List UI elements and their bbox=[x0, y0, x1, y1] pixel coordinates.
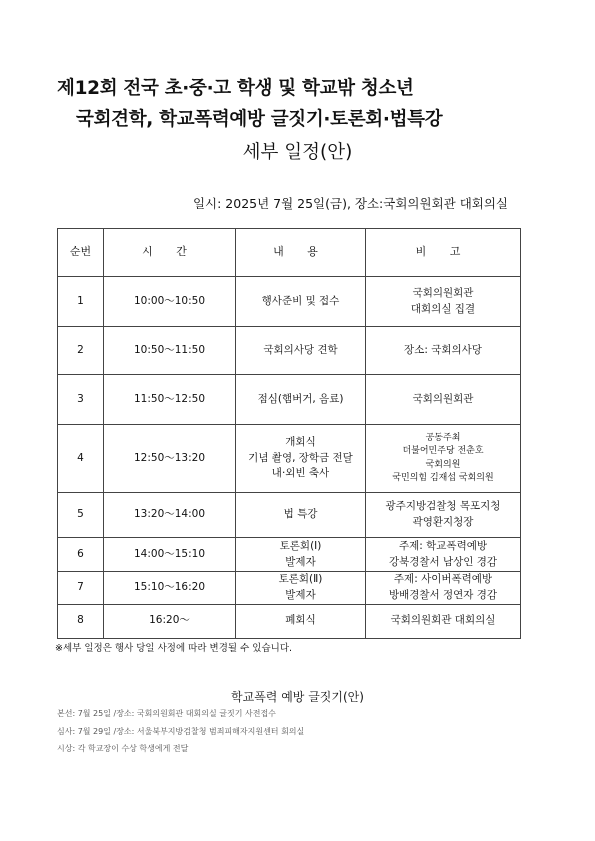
row-number: 7 bbox=[58, 572, 104, 605]
remark-line: 국회의원회관 bbox=[412, 286, 474, 299]
remark-line: 국회의원회관 대회의실 bbox=[390, 614, 496, 627]
remark-line: 국민의힘 김재섭 국회의원 bbox=[392, 473, 494, 483]
remark-line: 주제: 사이버폭력예방 bbox=[393, 573, 493, 585]
row-remarks bbox=[366, 493, 521, 538]
row-number: 2 bbox=[58, 327, 104, 375]
header-remarks: 비 고 bbox=[366, 229, 521, 277]
table-row bbox=[58, 277, 521, 327]
header-time: 시 간 bbox=[104, 229, 236, 277]
remark-line: 장소: 국회의사당 bbox=[404, 343, 482, 356]
table-row bbox=[58, 327, 521, 375]
table-row bbox=[58, 538, 521, 572]
row-number: 8 bbox=[58, 604, 104, 638]
row-content bbox=[236, 277, 366, 327]
table-row bbox=[58, 425, 521, 493]
row-content bbox=[236, 538, 366, 572]
content-line: 기념 촬영, 장학금 전달 bbox=[248, 451, 353, 464]
row-time: 14:00～15:10 bbox=[104, 538, 236, 572]
document-title-line-3: 세부 일정(안) bbox=[242, 142, 353, 163]
remark-line: 방배경찰서 정연자 경감 bbox=[388, 588, 498, 601]
row-time: 10:50～11:50 bbox=[104, 327, 236, 375]
document-title-line-1: 제12회 전국 초·중·고 학생 및 학교밖 청소년 bbox=[57, 78, 414, 99]
table-row bbox=[58, 572, 521, 605]
row-remarks bbox=[366, 572, 521, 605]
row-number: 5 bbox=[58, 493, 104, 538]
header-number: 순번 bbox=[58, 229, 104, 277]
content-line: 내·외빈 축사 bbox=[271, 467, 330, 480]
table-row bbox=[58, 493, 521, 538]
row-remarks bbox=[366, 538, 521, 572]
row-time: 13:20～14:00 bbox=[104, 493, 236, 538]
event-date-location: 일시: 2025년 7월 25일(금), 장소:국회의원회관 대회의실 bbox=[192, 196, 508, 211]
content-line: 폐회식 bbox=[285, 614, 316, 627]
row-time: 12:50～13:20 bbox=[104, 425, 236, 493]
row-number: 4 bbox=[58, 425, 104, 493]
contest-info-line: 본선: 7월 25일 /장소: 국회의원회관 대회의실 글짓기 사전접수 bbox=[57, 709, 276, 718]
remark-line: 강북경찰서 남상인 경감 bbox=[388, 555, 498, 568]
schedule-footnote: ※세부 일정은 행사 당일 사정에 따라 변경될 수 있습니다. bbox=[55, 643, 293, 654]
table-row bbox=[58, 604, 521, 638]
row-time: 11:50～12:50 bbox=[104, 375, 236, 425]
row-number: 1 bbox=[58, 277, 104, 327]
content-line: 발제자 bbox=[285, 555, 316, 568]
row-remarks bbox=[366, 375, 521, 425]
row-content bbox=[236, 493, 366, 538]
row-content bbox=[236, 604, 366, 638]
row-time: 16:20～ bbox=[104, 604, 236, 638]
row-content bbox=[236, 327, 366, 375]
header-content: 내 용 bbox=[236, 229, 366, 277]
remark-line: 더불어민주당 전춘호 bbox=[402, 446, 484, 456]
contest-title: 학교폭력 예방 글짓기(안) bbox=[231, 690, 364, 704]
schedule-header-row bbox=[58, 229, 521, 277]
table-row bbox=[58, 375, 521, 425]
row-number: 6 bbox=[58, 538, 104, 572]
row-content bbox=[236, 572, 366, 605]
remark-line: 광주지방검찰청 목포지청 bbox=[385, 500, 501, 513]
document-title-line-2: 국회견학, 학교폭력예방 글짓기·토론회·법특강 bbox=[76, 109, 443, 130]
remark-line: 곽영환지청장 bbox=[412, 516, 474, 528]
remark-line: 대회의실 집결 bbox=[410, 302, 476, 315]
row-content bbox=[236, 425, 366, 493]
contest-info-line: 심사: 7월 29일 /장소: 서울북부지방검찰청 범죄피해자지원센터 회의실 bbox=[57, 727, 305, 736]
content-line: 국회의사당 견학 bbox=[263, 343, 338, 356]
content-line: 점심(햄버거, 음료) bbox=[257, 392, 344, 405]
schedule-table bbox=[57, 228, 521, 639]
remark-line: 국회의원회관 bbox=[412, 392, 474, 405]
content-line: 법 특강 bbox=[283, 508, 318, 521]
row-remarks bbox=[366, 277, 521, 327]
row-time: 15:10～16:20 bbox=[104, 572, 236, 605]
remark-line: 공동주최 bbox=[425, 432, 461, 443]
row-time: 10:00～10:50 bbox=[104, 277, 236, 327]
contest-info-line: 시상: 각 학교장이 수상 학생에게 전달 bbox=[57, 744, 189, 753]
content-line: 토론회(Ⅱ) bbox=[278, 573, 323, 585]
row-remarks bbox=[366, 425, 521, 493]
remark-line: 주제: 학교폭력예방 bbox=[398, 539, 488, 552]
content-line: 개회식 bbox=[285, 435, 316, 448]
row-number: 3 bbox=[58, 375, 104, 425]
content-line: 발제자 bbox=[285, 588, 316, 601]
row-remarks bbox=[366, 604, 521, 638]
row-remarks bbox=[366, 327, 521, 375]
content-line: 토론회(Ⅰ) bbox=[279, 539, 322, 552]
remark-line: 국회의원 bbox=[425, 459, 461, 470]
row-content bbox=[236, 375, 366, 425]
content-line: 행사준비 및 접수 bbox=[261, 294, 340, 307]
